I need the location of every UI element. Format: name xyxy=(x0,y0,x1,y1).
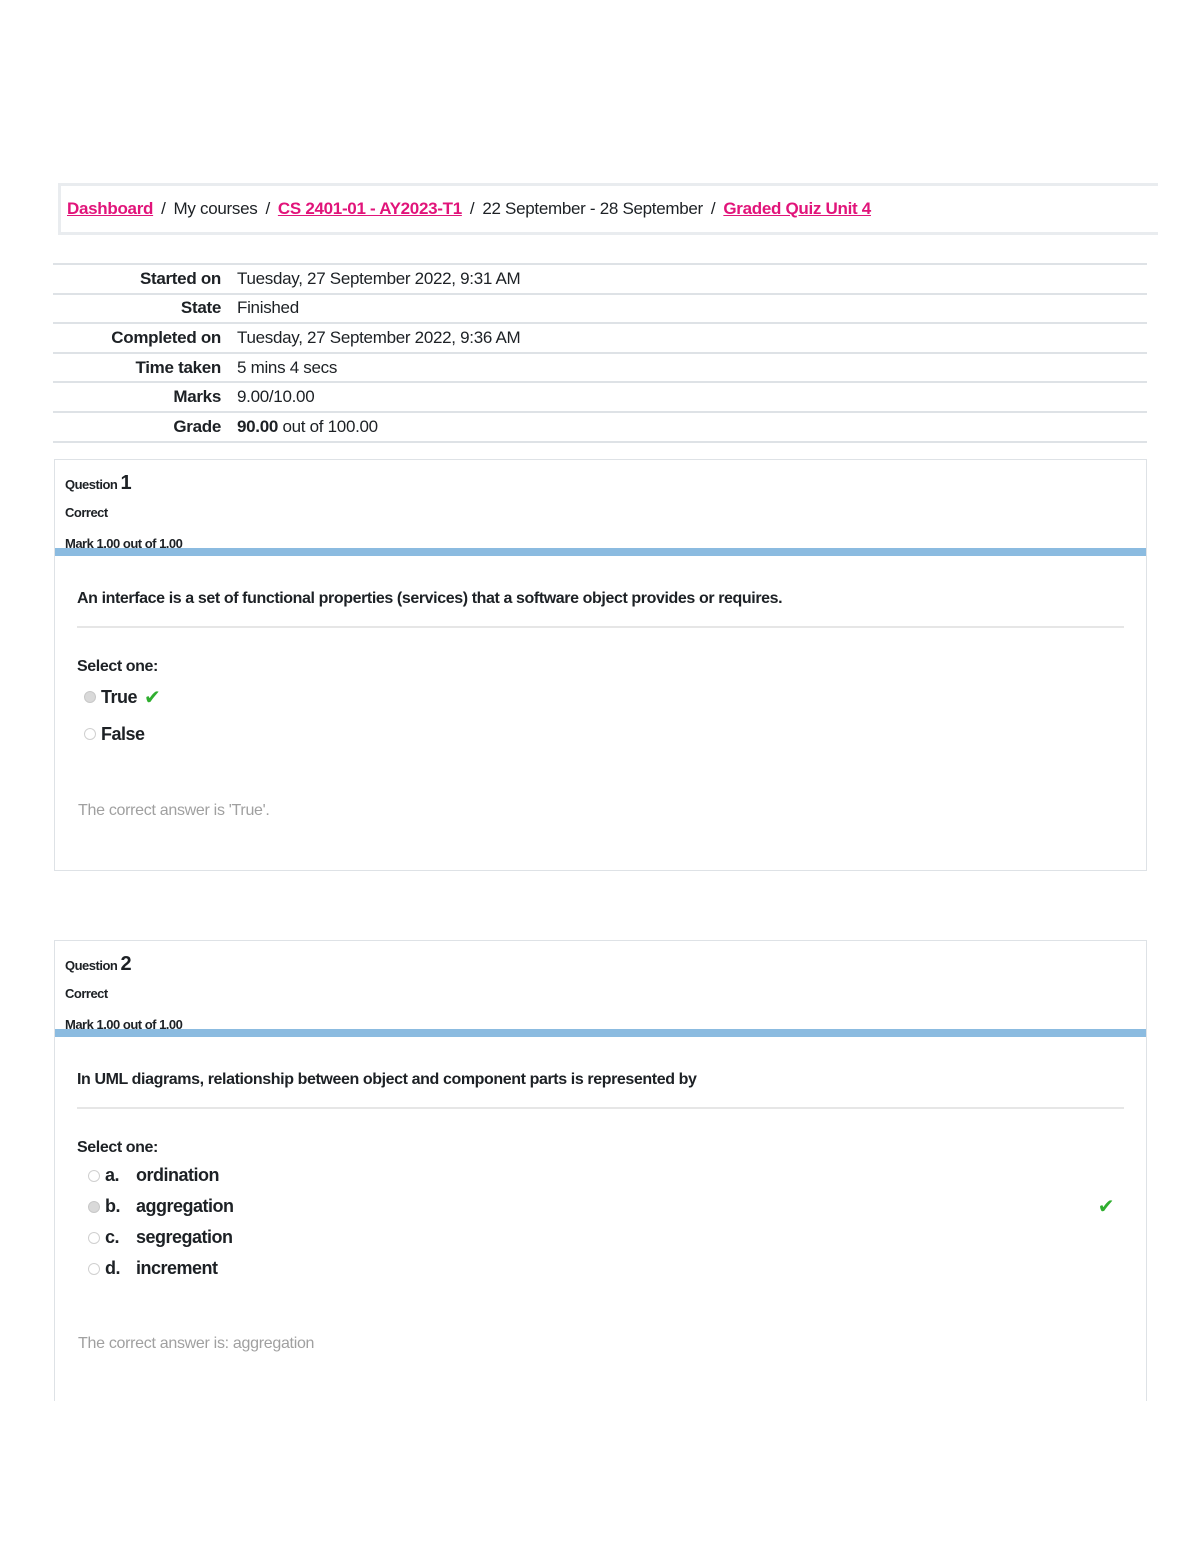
answer-label: segregation xyxy=(136,1227,233,1247)
answer-option-true[interactable] xyxy=(77,685,1124,709)
answer-option-false[interactable] xyxy=(77,722,1124,746)
answer-label: aggregation xyxy=(136,1196,234,1216)
summary-row-state xyxy=(53,294,1147,324)
breadcrumb-quiz-link[interactable]: Graded Quiz Unit 4 xyxy=(723,199,871,218)
question-state: Correct xyxy=(65,505,108,520)
answer-label: True xyxy=(101,686,138,707)
question-content xyxy=(55,1029,1146,1319)
answer-option-a[interactable] xyxy=(77,1163,1124,1188)
answer-letter: b. xyxy=(105,1196,120,1216)
answer-option-b[interactable] xyxy=(77,1194,1124,1219)
answer-label: ordination xyxy=(136,1165,219,1185)
started-label: Started on xyxy=(139,268,221,288)
breadcrumb-week: 22 September - 28 September xyxy=(482,199,703,218)
marks-label: Marks xyxy=(173,387,221,407)
started-value: Tuesday, 27 September 2022, 9:31 AM xyxy=(237,268,521,288)
question-info xyxy=(55,941,1146,1032)
radio-button[interactable] xyxy=(88,1201,100,1213)
marks-value: 9.00/10.00 xyxy=(237,387,315,407)
question-content xyxy=(55,548,1146,786)
state-label: State xyxy=(180,298,221,318)
breadcrumb-separator: / xyxy=(469,199,475,218)
question-state: Correct xyxy=(65,986,108,1001)
check-icon: ✔ xyxy=(1097,1196,1114,1218)
radio-button[interactable] xyxy=(88,1232,100,1244)
grade-suffix: out of 100.00 xyxy=(282,416,378,436)
breadcrumb-separator: / xyxy=(265,199,270,218)
grade-value: 90.00 xyxy=(237,416,279,436)
question-feedback xyxy=(55,786,1146,820)
answer-letter: d. xyxy=(105,1258,120,1278)
question-info xyxy=(55,460,1146,551)
check-icon: ✔ xyxy=(144,686,161,709)
grade-label: Grade xyxy=(173,416,221,436)
time-taken-value: 5 mins 4 secs xyxy=(237,357,338,377)
summary-row-started xyxy=(53,264,1147,294)
question-number: Question 1 xyxy=(65,472,132,494)
breadcrumb-course-link[interactable]: CS 2401-01 - AY2023-T1 xyxy=(277,199,462,218)
answer-letter: c. xyxy=(105,1227,120,1247)
breadcrumb-separator: / xyxy=(710,199,716,218)
select-one-prompt: Select one: xyxy=(77,1139,158,1156)
radio-button[interactable] xyxy=(88,1170,100,1182)
completed-value: Tuesday, 27 September 2022, 9:36 AM xyxy=(237,327,521,347)
question-2 xyxy=(54,940,1147,1401)
select-one-prompt: Select one: xyxy=(77,658,158,675)
answer-label: increment xyxy=(136,1258,218,1278)
radio-button[interactable] xyxy=(84,691,96,703)
answer-letter: a. xyxy=(105,1165,120,1185)
answer-label: False xyxy=(101,723,145,744)
radio-button[interactable] xyxy=(88,1263,100,1275)
question-feedback xyxy=(55,1319,1146,1353)
state-value: Finished xyxy=(237,298,299,318)
breadcrumb-separator: / xyxy=(161,199,166,218)
answer-option-c[interactable] xyxy=(77,1225,1124,1250)
question-text: In UML diagrams, relationship between object and component parts is represented by xyxy=(77,1037,1124,1109)
summary-row-grade xyxy=(53,412,1147,442)
answer-option-d[interactable] xyxy=(77,1256,1124,1281)
breadcrumb-dashboard-link[interactable]: Dashboard xyxy=(67,199,154,218)
radio-button[interactable] xyxy=(84,728,96,740)
question-1 xyxy=(54,459,1147,871)
question-text: An interface is a set of functional properties (services) that a software object provides or requires. xyxy=(77,556,1124,628)
completed-label: Completed on xyxy=(111,327,221,347)
breadcrumb xyxy=(58,183,1158,235)
summary-row-time xyxy=(53,353,1147,383)
grade-cell xyxy=(237,412,1147,442)
breadcrumb-my-courses: My courses xyxy=(173,199,258,218)
correct-answer-text: The correct answer is: aggregation xyxy=(78,1335,315,1352)
summary-row-marks xyxy=(53,382,1147,412)
question-grade: Mark 1.00 out of 1.00 xyxy=(65,1017,183,1032)
summary-row-completed xyxy=(53,323,1147,353)
question-grade: Mark 1.00 out of 1.00 xyxy=(65,536,183,551)
question-number: Question 2 xyxy=(65,953,132,975)
attempt-summary-table xyxy=(53,263,1147,443)
time-taken-label: Time taken xyxy=(135,357,221,377)
correct-answer-text: The correct answer is 'True'. xyxy=(78,802,270,819)
